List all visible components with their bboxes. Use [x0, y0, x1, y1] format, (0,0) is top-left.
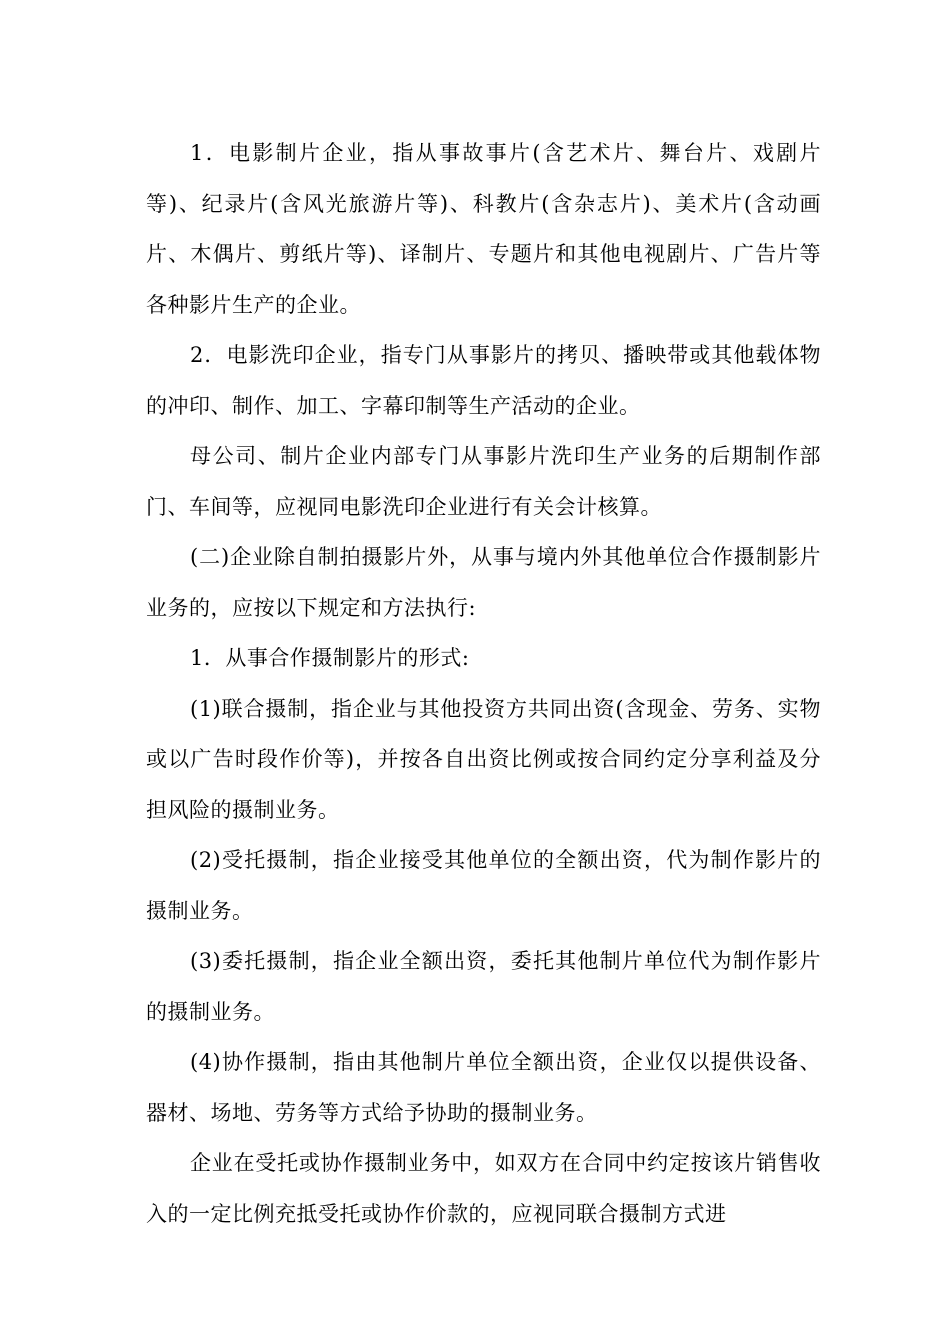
paragraph-film-printing: 2．电影洗印企业，指专门从事影片的拷贝、播映带或其他载体物的冲印、制作、加工、字幕印制等生产活动的企业。 [146, 343, 821, 418]
paragraph-parent-company: 母公司、制片企业内部专门从事影片洗印生产业务的后期制作部门、车间等，应视同电影洗印企业进行有关会计核算。 [146, 444, 821, 519]
paragraph-film-production: 1．电影制片企业，指从事故事片(含艺术片、舞台片、戏剧片等)、纪录片(含风光旅游片等)、科教片(含杂志片)、美术片(含动画片、木偶片、剪纸片等)、译制片、专题片和其他电视剧片、广告片等各种影片生产的企业。 [146, 141, 821, 317]
paragraph-entrusted-production: (3)委托摄制，指企业全额出资，委托其他制片单位代为制作影片的摄制业务。 [146, 949, 821, 1024]
paragraph-section-two: (二)企业除自制拍摄影片外，从事与境内外其他单位合作摄制影片业务的，应按以下规定和方法执行: [146, 545, 821, 620]
paragraph-commissioned-production: (2)受托摄制，指企业接受其他单位的全额出资，代为制作影片的摄制业务。 [146, 848, 821, 923]
paragraph-revenue-offset: 企业在受托或协作摄制业务中，如双方在合同中约定按该片销售收入的一定比例充抵受托或协作价款的，应视同联合摄制方式进 [146, 1151, 821, 1226]
paragraph-joint-production: (1)联合摄制，指企业与其他投资方共同出资(含现金、劳务、实物或以广告时段作价等)，并按各自出资比例或按合同约定分享利益及分担风险的摄制业务。 [146, 696, 821, 822]
paragraph-cooperation-forms: 1．从事合作摄制影片的形式: [190, 646, 470, 670]
paragraph-assisted-production: (4)协作摄制，指由其他制片单位全额出资，企业仅以提供设备、器材、场地、劳务等方式给予协助的摄制业务。 [146, 1050, 821, 1125]
document-body [146, 128, 821, 1239]
